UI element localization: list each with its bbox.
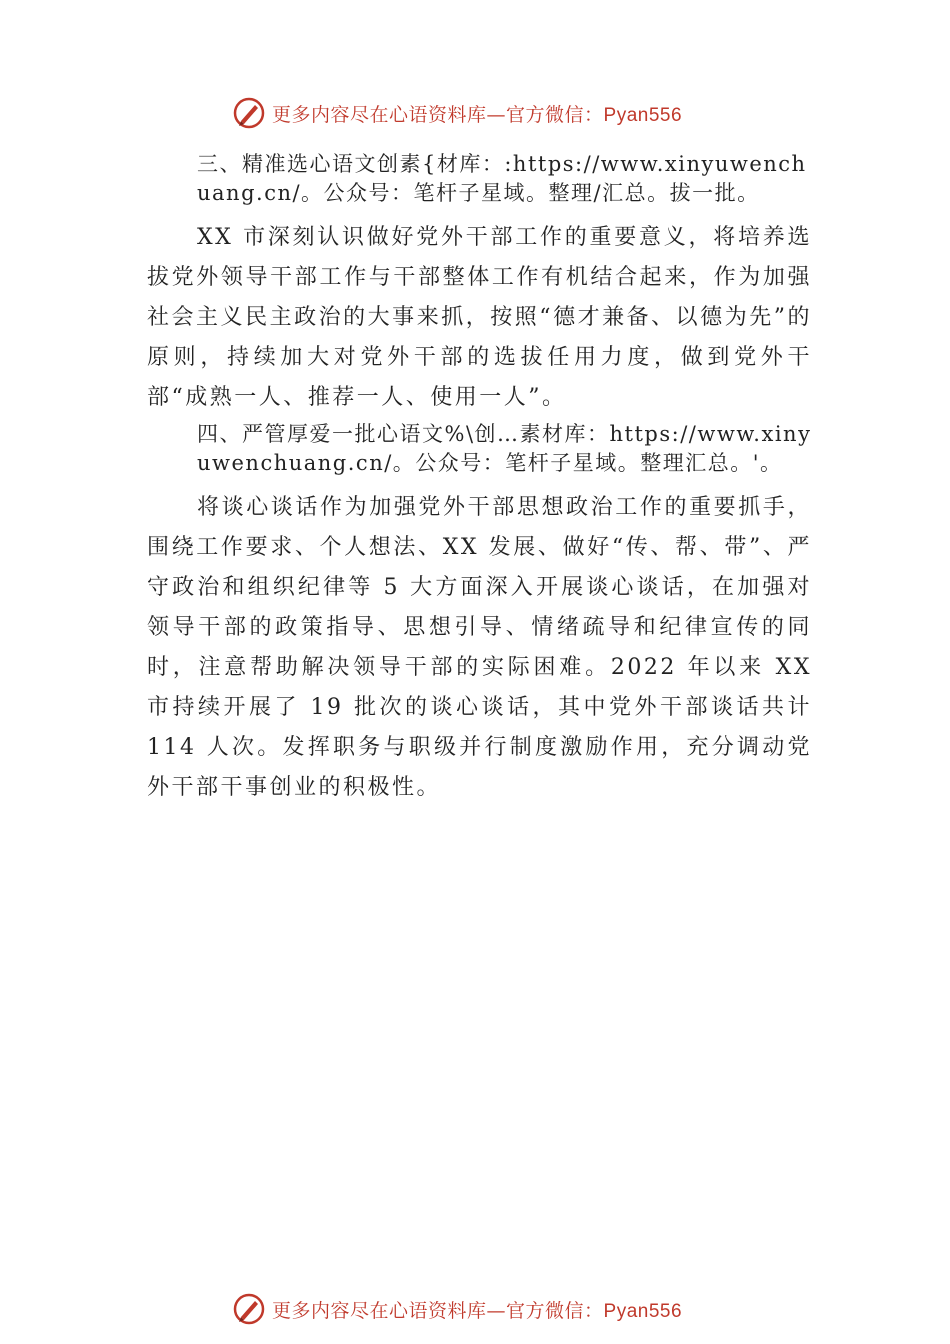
header-banner	[232, 96, 682, 130]
banner-label: 更多内容尽在心语资料库—官方微信：	[272, 103, 604, 126]
banner-label: 更多内容尽在心语资料库—官方微信：	[272, 1299, 604, 1322]
document-body	[147, 150, 812, 808]
banner-handle: Pyan556	[603, 1300, 683, 1322]
section-heading-4: 四、严管厚爱一批心语文%\创…素材库：https://www.xinyuwenchuang.cn/。公众号：笔杆子星域。整理汇总。'。	[197, 422, 812, 475]
section-paragraph-4: 将谈心谈话作为加强党外干部思想政治工作的重要抓手，围绕工作要求、个人想法、XX 发展、做好“传、帮、带”、严守政治和组织纪律等 5 大方面深入开展谈心谈话，在加强对领导干部的政策指导、思想引导、情绪疏导和纪律宣传的同时，注意帮助解决领导干部的实际困难。2022 年以来 XX 市持续开展了 19 批次的谈心谈话，其中党外干部谈话共计 114 人次。发挥职务与职级并行制度激励作用，充分调动党外干部干事创业的积极性。	[147, 495, 812, 800]
banner-text	[272, 1296, 682, 1323]
section-heading-3: 三、精准选心语文创素{材库：:https://www.xinyuwenchuang.cn/。公众号：笔杆子星域。整理/汇总。拔一批。	[197, 152, 807, 205]
pen-logo-icon	[232, 96, 266, 130]
banner-handle: Pyan556	[603, 104, 683, 126]
banner-text	[272, 100, 682, 127]
footer-banner	[232, 1292, 682, 1326]
pen-logo-icon	[232, 1292, 266, 1326]
section-paragraph-3: XX 市深刻认识做好党外干部工作的重要意义，将培养选拔党外领导干部工作与干部整体工作有机结合起来，作为加强社会主义民主政治的大事来抓，按照“德才兼备、以德为先”的原则，持续加大对党外干部的选拔任用力度，做到党外干部“成熟一人、推荐一人、使用一人”。	[147, 225, 812, 410]
